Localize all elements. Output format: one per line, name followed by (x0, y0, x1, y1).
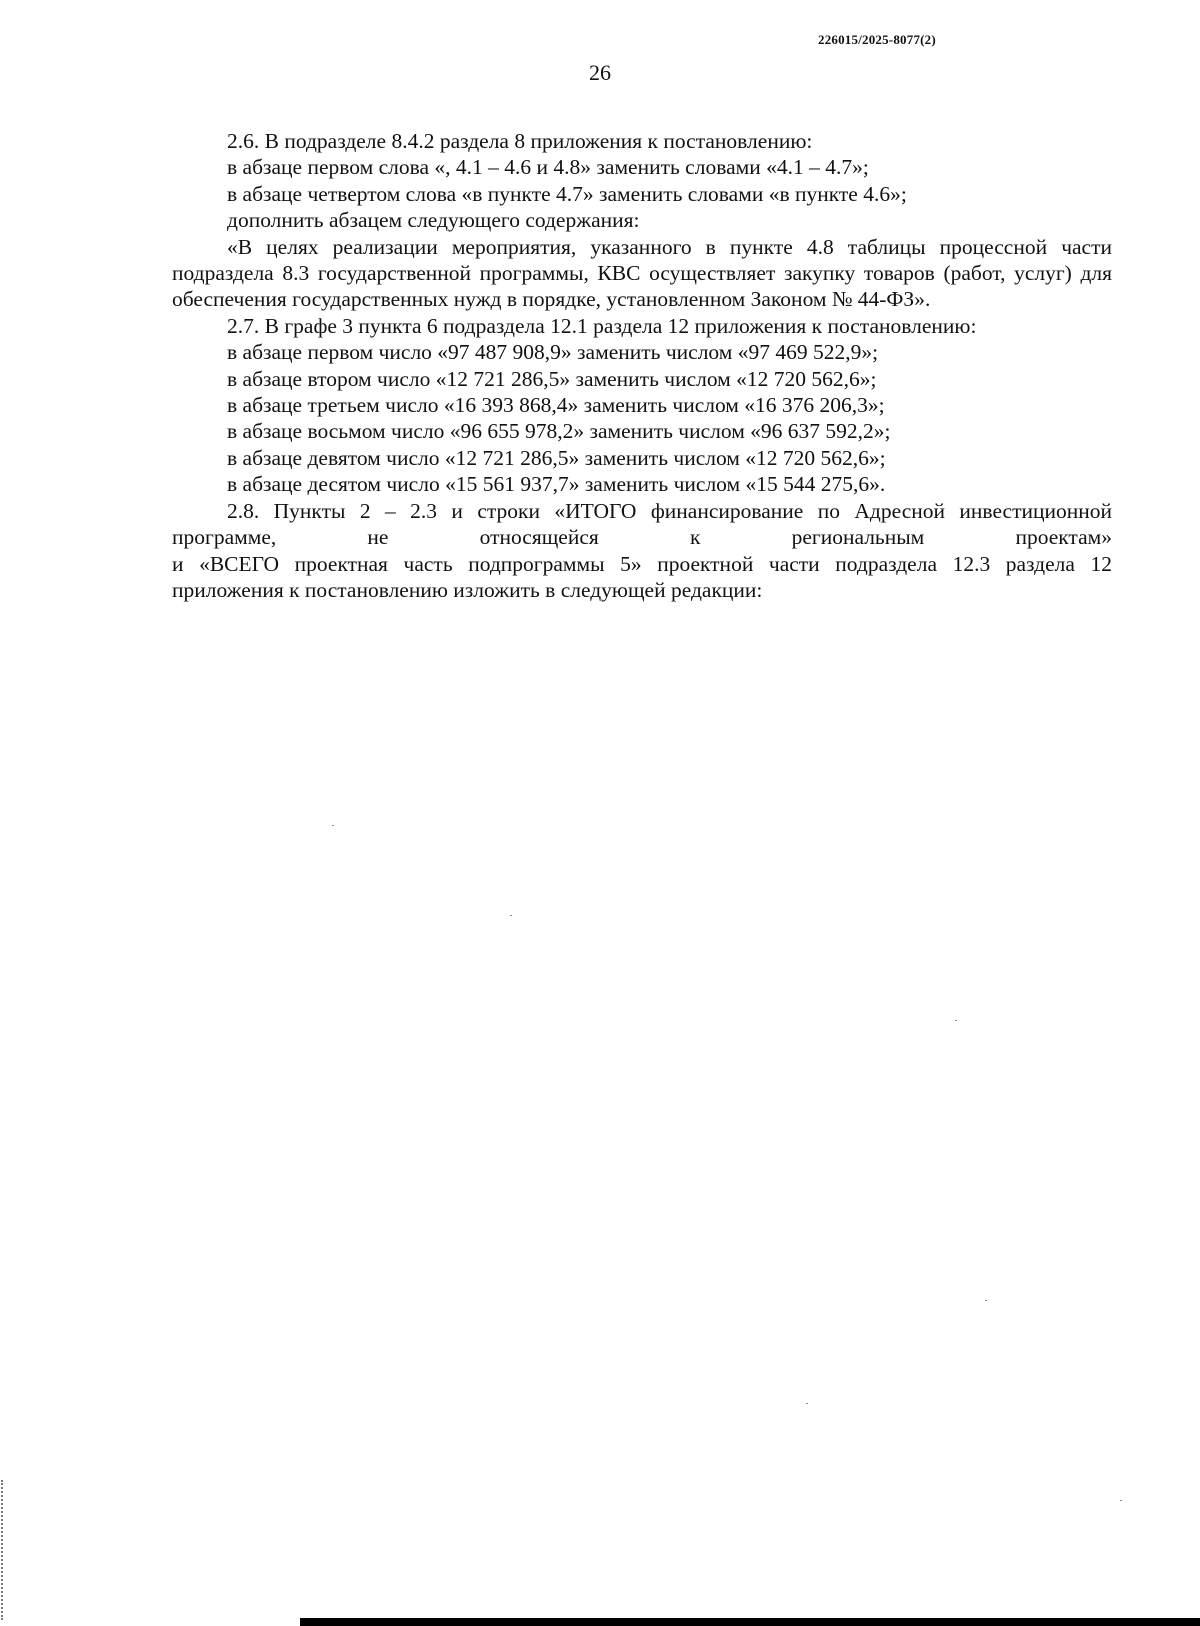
document-body (172, 128, 1112, 603)
scan-speck (332, 825, 334, 826)
paragraph-2-6-item-3: дополнить абзацем следующего содержания: (227, 208, 640, 233)
paragraph-2-7-item-4: в абзаце восьмом число «96 655 978,2» заменить числом «96 637 592,2»; (227, 419, 891, 444)
paragraph-2-7-item-5: в абзаце девятом число «12 721 286,5» заменить числом «12 720 562,6»; (227, 445, 886, 470)
paragraph-2-6-heading: 2.6. В подразделе 8.4.2 раздела 8 приложения к постановлению: (227, 129, 813, 153)
scan-speck (985, 1300, 987, 1301)
scan-speck (510, 915, 512, 916)
paragraph-2-8-part-2: и «ВСЕГО проектная часть подпрограммы 5» проектной части подраздела 12.3 раздела 12 приложения к постановлению изложить в следующей редакции: (172, 551, 1112, 602)
scan-bottom-edge (300, 1618, 1200, 1626)
paragraph-2-6-quote: «В целях реализации мероприятия, указанного в пункте 4.8 таблицы процессной части подраздела 8.3 государственной программы, КВС осуществляет закупку товаров (работ, услуг) для обеспечения государственных нужд в порядке, установленном Законом № 44-ФЗ». (172, 234, 1112, 312)
paragraph-2-7-item-6: в абзаце десятом число «15 561 937,7» заменить числом «15 544 275,6». (227, 472, 886, 497)
scan-speck (806, 1403, 808, 1404)
paragraph-2-7-item-3: в абзаце третьем число «16 393 868,4» заменить числом «16 376 206,3»; (227, 393, 885, 418)
document-registration-number: 226015/2025-8077(2) (818, 32, 936, 47)
paragraph-2-8-part-1: 2.8. Пункты 2 – 2.3 и строки «ИТОГО финансирование по Адресной инвестиционной программе, не относящейся к региональным проектам» (172, 498, 1112, 550)
scan-speck (1120, 1500, 1122, 1501)
scan-speck (955, 1020, 957, 1021)
paragraph-2-7-heading: 2.7. В графе 3 пункта 6 подраздела 12.1 раздела 12 приложения к постановлению: (227, 313, 977, 338)
page-number: 26 (589, 60, 611, 85)
scan-edge-dots (1, 1480, 5, 1620)
paragraph-2-6-item-1: в абзаце первом слова «, 4.1 – 4.6 и 4.8» заменить словами «4.1 – 4.7»; (227, 155, 869, 180)
paragraph-2-6-item-2: в абзаце четвертом слова «в пункте 4.7» заменить словами «в пункте 4.6»; (227, 181, 907, 206)
paragraph-2-7-item-2: в абзаце втором число «12 721 286,5» заменить числом «12 720 562,6»; (227, 366, 877, 391)
paragraph-2-7-item-1: в абзаце первом число «97 487 908,9» заменить числом «97 469 522,9»; (227, 340, 879, 365)
